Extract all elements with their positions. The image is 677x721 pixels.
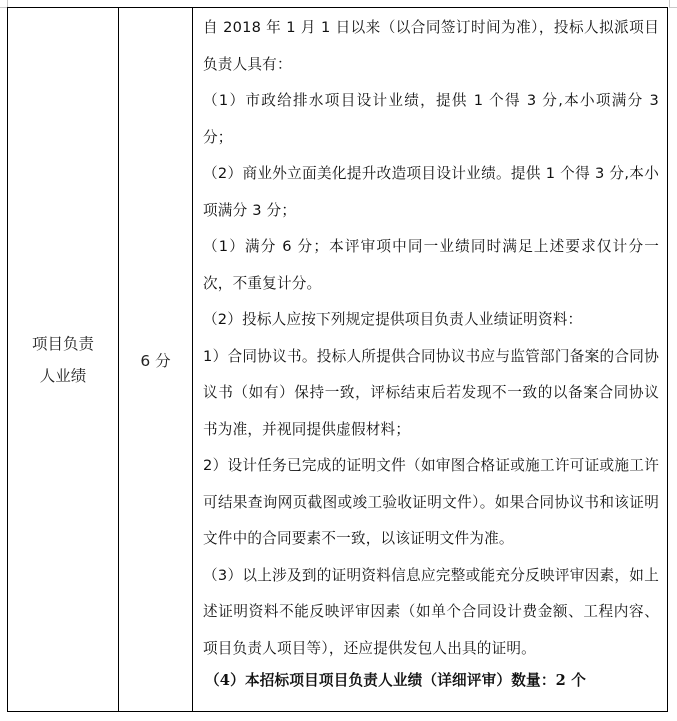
criteria-item: 1）合同协议书。投标人所提供合同协议书应与监管部门备案的合同协议书（如有）保持一致，评标结束后若发现不一致的以备案合同协议书为准，并视同提供虚假材料； — [203, 347, 659, 438]
criteria-item: （2）商业外立面美化提升改造项目设计业绩。提供 1 个得 3 分,本小项满分 3 分； — [203, 165, 659, 219]
criteria-item: （1）满分 6 分；本评审项中同一业绩同时满足上述要求仅计分一次，不重复计分。 — [203, 238, 659, 292]
criteria-item: （3）以上涉及到的证明资料信息应完整或能充分反映评审因素，如上述证明资料不能反映评审因素（如单个合同设计费金额、工程内容、项目负责人项目等），还应提供发包人出具的证明。 — [203, 566, 659, 657]
score-cell — [119, 8, 193, 712]
item-name-line2: 人业绩 — [39, 366, 87, 385]
item-name-line1: 项目负责 — [31, 334, 94, 353]
scoring-table — [7, 7, 668, 712]
criteria-item: 2）设计任务已完成的证明文件（如审图合格证或施工许可证或施工许可结果查询网页截图或竣工验收证明文件）。如果合同协议书和该证明文件中的合同要素不一致，以该证明文件为准。 — [203, 457, 659, 547]
criteria-cell — [193, 8, 668, 712]
item-name-cell — [8, 8, 119, 712]
criteria-item: （2）投标人应按下列规定提供项目负责人业绩证明资料： — [203, 311, 583, 328]
table-row — [8, 8, 668, 712]
criteria-summary: （4）本招标项目项目负责人业绩（详细评审）数量：2 个 — [205, 672, 587, 689]
score-value: 6 分 — [140, 351, 171, 370]
criteria-intro: 自 2018 年 1 月 1 日以来（以合同签订时间为准），投标人拟派项目负责人具有： — [203, 19, 659, 73]
criteria-item: （1）市政给排水项目设计业绩，提供 1 个得 3 分,本小项满分 3 分； — [203, 92, 659, 146]
page-corner-mark-right — [669, 0, 677, 8]
